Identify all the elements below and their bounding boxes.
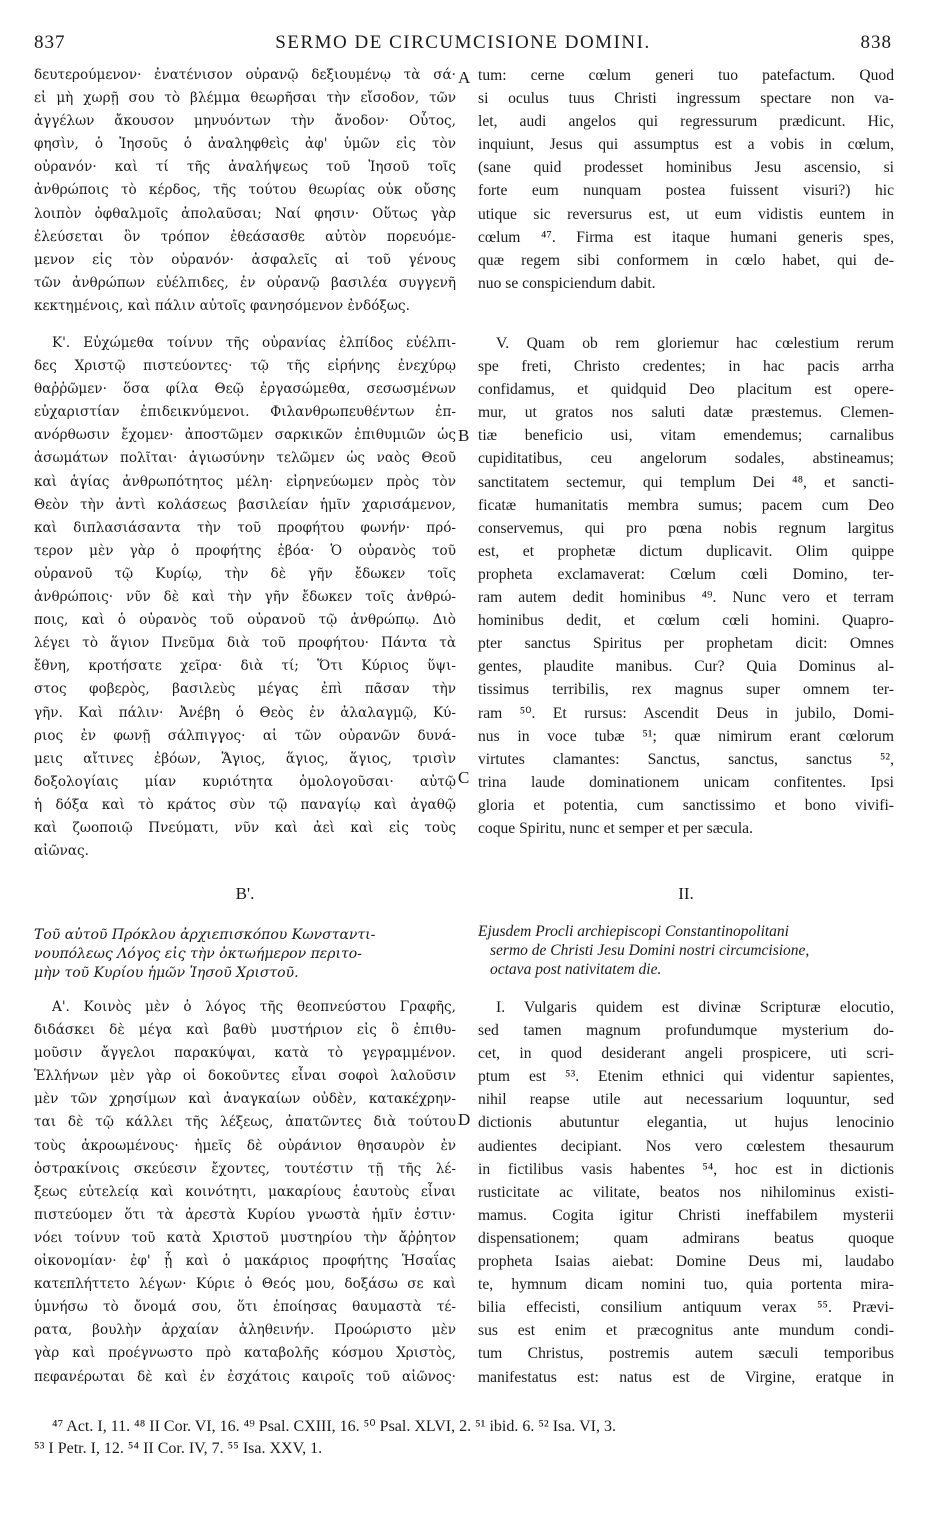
greek-sermon-title [34,926,456,983]
text-line: θαῤῥῶμεν· ὅσα φίλα Θεῷ ἐργασώμεθα, σεσωσμένων [34,381,456,398]
text-line: μεις αἴτινες ἐβόων, Ἅγιος, ἅγιος, ἅγιος, τρισὶν [34,750,456,767]
text-line: utique sic reversurus est, ut eum vidistis euntem in [478,205,894,223]
text-line: ἀνθρώποις· νῦν δὲ καὶ τὴν γῆν ἔδωκεν τοῖς ἀνθρώ- [34,589,456,606]
text-line: sanctitatem sectemur, qui templum Dei ⁴⁸, et sancti- [478,473,894,491]
text-line: octava post nativitatem die. [490,961,662,978]
text-line: γῆν. Καὶ πάλιν· Ἀνέβη ὁ Θεὸς ἐν ἀλαλαγμῷ, Κύ- [34,704,456,721]
text-line: est, et prophetæ dictum duplicavit. Olim quippe [478,542,894,560]
text-line: διδάσκει δὲ μέγα καὶ βαθὺ μυστήριον εἰς ὃ ἐπιθυ- [34,1022,456,1039]
text-line: conservemus, qui pro pœna nobis regnum largitus [478,519,894,537]
greek-paragraph-section-20 [34,332,456,863]
text-line: Τοῦ αὐτοῦ Πρόκλου ἀρχιεπισκόπου Κωνσταντι- [34,927,376,943]
text-line: στος φοβερὸς, βασιλεὺς μέγας ἐπὶ πᾶσαν τὴν [34,681,456,698]
text-line: καὶ διπλασιάσαντα τὴν τοῦ προφήτου φωνήν· πρό- [34,519,456,536]
text-line: ἔθνη, κροτήσατε χεῖρα· διὰ τί; Ὅτι Κύριος ὕψι- [34,658,456,675]
greek-section-heading: Β'. [235,884,255,903]
text-line: sed tamen magnum profundumque mysterium do- [478,1022,894,1040]
text-line: δες Χριστῷ πιστεύοντες· τῷ τῆς εἰρήνης ἐνεχύρῳ [34,358,456,375]
latin-sermon-title [478,922,894,979]
text-line: λέγει τὸ ἅγιον Πνεῦμα διὰ τοῦ προφήτου· Πάντα τὰ [34,635,456,652]
text-line: nus in voce tubæ ⁵¹; quæ nimirum erant cœlorum [478,727,894,745]
text-line: φησὶν, ὁ Ἰησοῦς ὁ ἀναληφθεὶς ἀφ' ὑμῶν εἰς τὸν [34,136,456,153]
text-line: ται δὲ τῷ κάλλει τῆς λέξεως, ἀπατῶντες διὰ τούτου [34,1114,456,1131]
text-line: εἰ μὴ χωρῇ σου τὸ βλέμμα θεωρῆσαι τὴν εἴσοδον, τῶν [34,90,456,107]
running-title: SERMO DE CIRCUMCISIONE DOMINI. [275,32,651,53]
text-line: nuo se conspiciendum dabit. [478,274,656,292]
text-line: λοιπὸν ὀφθαλμοῖς ἀπολαῦσαι; Ναί φησιν· Οὕτως γὰρ [34,205,456,222]
text-line: ficatæ humanitatis membra sumus; pacem cum Deo [478,496,894,514]
text-line: si oculus tuus Christi ingressum spectare non va- [478,90,894,108]
text-line: ὀστρακίνοις σκεύεσιν ἔχοντες, τουτέστιν τῇ τῆς λέ- [34,1160,456,1177]
latin-paragraph-section-5 [478,332,894,840]
text-line: manifestatus est: natus est de Virgine, eratque in [478,1368,894,1386]
text-line: οὐρανοῦ τῷ Κυρίῳ, τὴν δὲ γῆν ἔδωκεν τοῖς [34,565,456,582]
text-line: gentes, plaudite manibus. Cur? Quia Dominus al- [478,658,894,676]
text-line: αἰῶνας. [34,843,89,860]
text-line: Α'. Κοινὸς μὲν ὁ λόγος τῆς θεοπνεύστου Γραφῆς, [52,999,456,1015]
page-number-right: 838 [860,32,892,53]
text-line: οὐρανόν· καὶ τί τῆς ἀναλήψεως τοῦ Ἰησοῦ τοῖς [34,159,456,176]
page-number-left: 837 [34,32,66,53]
text-line: ἀνθρώποις τὸ κέρδος, τῆς τούτου θεωρίας οὐκ οὔσης [34,182,456,199]
text-line: καὶ ἁγίας ἀνθρωπότητος μέλη· εἰρηνεύωμεν πρὸς τὸν [34,473,456,490]
greek-paragraph-top [34,64,456,318]
text-line: ανόρθωσιν ἔχομεν· ἀποστῶμεν σαρκικῶν ἐπιθυμιῶν ὡς [34,427,456,444]
text-line: virtutes clamantes: Sanctus, sanctus, sanctus ⁵², [478,750,894,768]
margin-marker-a: A [458,68,471,87]
text-line: bilia effecisti, consilium antiquum verax ⁵⁵. Prævi- [478,1299,894,1317]
text-line: τερον μὲν γὰρ ὁ προφήτης ἐβόα· Ὁ οὐρανὸς τοῦ [34,542,456,559]
text-line: confidamus, et quidquid Deo placitum est opere- [478,381,894,399]
text-line: (sane quid prodesset hominibus Jesu ascensio, si [478,159,894,177]
text-line: forte eum nunquam postea fuissent visuri?) hic [478,182,894,200]
text-line: ριος ἐν φωνῇ σάλπιγγος· αἱ τῶν οὐρανῶν δυνά- [34,727,456,744]
text-line: ξεως εὐτελείᾳ καὶ κοινότητι, μακαρίους ἑαυτοὺς εἶναι [34,1183,456,1200]
text-line: μὲν τῶν χρησίμων καὶ ἀναγκαίων οὐδὲν, κατακέχρην- [34,1091,456,1108]
text-line: propheta exclamaverat: Cœlum cœli Domino, ter- [478,565,894,583]
text-line: ptum est ⁵³. Etenim ethnici qui videntur sapientes, [478,1068,894,1086]
text-line: te, hymnum dicam nomini tuo, quia portenta mira- [478,1276,894,1294]
text-line: τοὺς ἀκροωμένους· ἡμεῖς δὲ οὐράνιον θησαυρὸν ἐν [34,1137,456,1154]
text-line: νόει τοίνυν τοῦ κατὰ Χριστοῦ μυστηρίου τὴν ἄῤῥητον [34,1229,456,1246]
text-line: audientes decipiant. Nos vero cœlestem thesaurum [478,1137,894,1155]
text-line: tissimus terribilis, rex magnus super omnem ter- [478,681,894,699]
text-line: ram autem dedit hominibus ⁴⁹. Nunc vero et terram [478,589,894,607]
text-line: tum Christus, postremis autem sæculi temporibus [478,1345,894,1363]
text-line: inquiunt, Jesus qui assumptus est a vobis in cœlum, [478,136,894,154]
text-line: hominibus dedit, et cœlum cœli homini. Quapro- [478,612,894,630]
text-line: sermo de Christi Jesu Domini nostri circumcisione, [490,942,810,959]
latin-paragraph-top [478,64,894,295]
text-line: quæ regem sibi conformem in cœlo habet, qui de- [478,251,894,269]
text-line: sus est enim et præcognitus ante mundum condi- [478,1322,894,1340]
text-line: ram ⁵⁰. Et rursus: Ascendit Deus in jubilo, Domi- [478,704,894,722]
text-line: V. Quam ob rem gloriemur hac cœlestium rerum [496,335,894,352]
footnotes [34,1416,894,1460]
running-header [34,32,892,58]
text-line: tum: cerne cœlum generi tuo patefactum. Quod [478,67,894,84]
text-line: δευτερούμενον· ἐνατένισον οὐρανῷ δεξιουμένῳ τὰ σά· [34,67,456,83]
text-line: dictionis abutuntur elegantia, ut hujus lenocinio [478,1114,894,1132]
text-line: εὐχαριστίαν ἐπιδεικνύμενοι. Φιλανθρωπευθέντων ἐπ- [34,404,456,421]
text-line: Θεὸν τὴν ἀντὶ κολάσεως βασιλείαν ἡμῖν χαρισάμενον, [34,496,456,513]
text-line: rusticitate ac vilitate, beatos nos nihilominus existi- [478,1183,894,1201]
text-line: νουπόλεως Λόγος εἰς τὴν ὀκτωήμερον περιτο- [34,946,362,962]
text-line: πιστεύομεν ὅτι τὰ ἀρεστὰ Κυρίου γνωστὰ ἡμῖν ἐστιν· [34,1206,456,1223]
text-line: Ἑλλήνων μὲν γὰρ οἱ δοκοῦντες εἶναι σοφοὶ λαλοῦσιν [34,1068,456,1085]
text-line: οἰκονομίαν· ἐφ' ᾗ καὶ ὁ μακάριος προφήτης Ἡσαΐας [34,1253,456,1270]
margin-marker-c: C [458,768,470,787]
text-line: τῶν ἀνθρώπων εὐέλπιδες, ἐν οὐρανῷ βασιλέα συγγενῆ [34,274,456,291]
text-line: cet, in quod desiderant angeli prospicere, uti scri- [478,1045,894,1063]
text-line: ρατα, βουλὴν ἀρχαίαν ἀληθεινήν. Προώριστο μὲν [34,1322,456,1339]
text-line: nihil reapse utile aut necessarium loquuntur, sed [478,1091,894,1109]
text-line: spe freti, Christo credentes; in hac pacis arrha [478,358,894,376]
text-line: cupiditatibus, ceu angelorum sodales, abstineamus; [478,450,894,468]
text-line: μενον εἰς τὸν οὐρανόν· ἀσφαλεῖς αἱ τοῦ γένους [34,251,456,268]
footnote-line: ⁴⁷ Act. I, 11. ⁴⁸ II Cor. VI, 16. ⁴⁹ Psal. CXIII, 16. ⁵⁰ Psal. XLVI, 2. ⁵¹ ibid. 6. ⁵² Isa. VI, 3. [52,1418,616,1435]
text-line: πεφανέρωται δὲ καὶ ἐν ἐσχάτοις καιροῖς τοῦ αἰῶνος· [34,1368,456,1385]
footnote-line: ⁵³ I Petr. I, 12. ⁵⁴ II Cor. IV, 7. ⁵⁵ Isa. XXV, 1. [34,1440,323,1457]
text-line: καὶ ζωοποιῷ Πνεύματι, νῦν καὶ ἀεὶ καὶ εἰς τοὺς [34,819,456,836]
text-line: μὴν τοῦ Κυρίου ἡμῶν Ἰησοῦ Χριστοῦ. [34,965,299,981]
text-line: γὰρ καὶ προέγνωστο πρὸ καταβολῆς κόσμου Χριστὸς, [34,1345,456,1362]
text-line: dispensationem; quam admirans beatus quoque [478,1229,894,1247]
margin-marker-b: B [458,426,470,445]
greek-paragraph-section-1 [34,996,456,1389]
text-line: gloria et potentia, cum sanctissimo et bono vivifi- [478,796,894,814]
text-line: Κ'. Εὐχώμεθα τοίνυν τῆς οὐρανίας ἐλπίδος εὐέλπι- [52,335,456,351]
text-line: in fictilibus vasis habentes ⁵⁴, hoc est in dictionis [478,1160,894,1178]
text-line: trina laude dominationem unicam confitentes. Ipsi [478,773,894,791]
text-line: coque Spiritu, nunc et semper et per sæcula. [478,819,753,837]
text-line: I. Vulgaris quidem est divinæ Scripturæ elocutio, [496,999,894,1016]
text-line: κεκτημένοις, καὶ πάλιν αὐτοῖς φανησόμενον ἐνδόξως. [34,297,410,314]
text-line: let, audi angelos qui regressurum prædicunt. Hic, [478,113,894,131]
text-line: ἀσωμάτων πολῖται· ἁγιωσύνην τελῶμεν ὡς ναὸς Θεοῦ [34,450,456,467]
text-line: μοῦσιν ἄγγελοι παρακύψαι, κατὰ τὸ γεγραμμένον. [34,1045,456,1062]
latin-paragraph-section-1 [478,996,894,1389]
text-line: Ejusdem Procli archiepiscopi Constantinopolitani [478,923,789,940]
text-line: ἀγγέλων ἄκουσον μηνυόντων τὴν ἄνοδον· Οὗτος, [34,113,456,130]
text-line: tiæ beneficio usi, vitam emendemus; carnalibus [478,427,894,445]
latin-section-heading: II. [678,884,694,903]
text-line: mamus. Cogita igitur Christi ineffabilem mysterii [478,1206,894,1224]
text-line: ἡ δόξα καὶ τὸ κράτος σὺν τῷ παναγίῳ καὶ ἀγαθῷ [34,796,456,813]
text-line: κατεπλήττετο λέγων· Κύριε ὁ Θεός μου, δοξάσω σε καὶ [34,1276,456,1293]
text-line: mur, ut gratos nos saluti datæ præstemus. Clemen- [478,404,894,422]
text-line: cœlum ⁴⁷. Firma est itaque humani generis spes, [478,228,894,246]
margin-marker-d: D [458,1110,471,1129]
text-line: δοξολογίαις μίαν κυριότητα ὁμολογοῦσαι· αὐτῷ [34,773,456,790]
text-line: pter sanctus Spiritus per prophetam dicit: Omnes [478,635,894,653]
text-line: ποις, καὶ ὁ οὐρανὸς τοῦ οὐρανοῦ τῷ ἀνθρώπῳ. Διὸ [34,612,456,629]
text-line: ἐλεύσεται ὃν τρόπον ἐθεάσασθε αὐτὸν πορευόμε- [34,228,456,245]
text-line: ὑμνήσω τὸ ὄνομά σου, ὅτι ἐποίησας θαυμαστὰ τέ- [34,1299,456,1316]
text-line: propheta Isaias aiebat: Domine Deus mi, laudabo [478,1253,894,1271]
